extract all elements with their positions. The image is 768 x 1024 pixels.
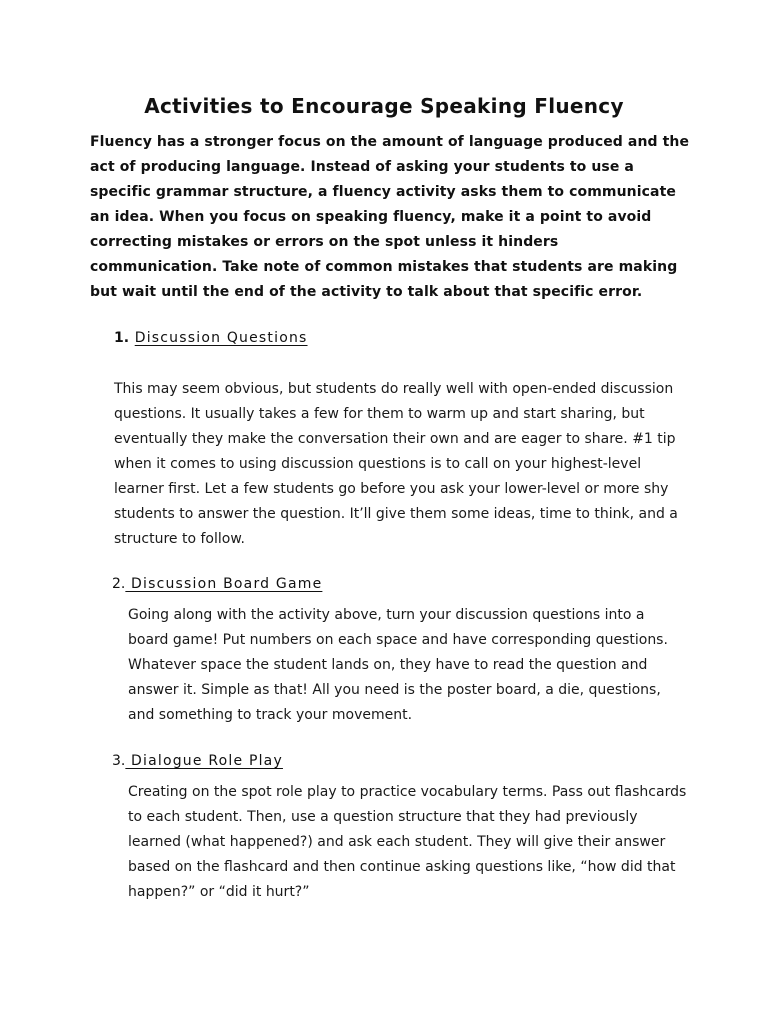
- section-3-body: Creating on the spot role play to practice vocabulary terms. Pass out flashcards to each student. Then, use a question structure that they had previously learned (what happened?) and ask each student. They will give their answer based on the flashcard and then continue asking questions like, “how did that happen?” or “did it hurt?”: [128, 784, 687, 900]
- intro-paragraph: Fluency has a stronger focus on the amount of language produced and the act of producing language. Instead of asking your students to use a specific grammar structure, a fluency activity asks them to communicate an idea. When you focus on speaking fluency, make it a point to avoid correcting mistakes or errors on the spot unless it hinders communication. Take note of common mistakes that students are making but wait until the end of the activity to talk about that specific error.: [90, 134, 690, 300]
- section-1-body: This may seem obvious, but students do really well with open-ended discussion questions. It usually takes a few for them to warm up and start sharing, but eventually they make the conversation their own and are eager to share. #1 tip when it comes to using discussion questions is to call on your highest-level learner first. Let a few students go before you ask your lower-level or more shy students to answer the question. It’ll give them some ideas, time to think, and a structure to follow.: [114, 381, 678, 547]
- section-2-body: Going along with the activity above, turn your discussion questions into a board game! Put numbers on each space and have corresponding questions. Whatever space the student lands on, they have to read the question and answer it. Simple as that! All you need is the poster board, a die, questions, and something to track your movement.: [128, 607, 668, 723]
- section-2-number: 2.: [112, 576, 126, 592]
- document-title: Activities to Encourage Speaking Fluency: [144, 94, 624, 118]
- section-3-title: Dialogue Role Play: [125, 753, 283, 769]
- section-1-title: Discussion Questions: [134, 330, 308, 346]
- section-1-number: 1.: [114, 330, 130, 346]
- section-3-heading: [112, 753, 283, 769]
- section-3-number: 3.: [112, 753, 126, 769]
- section-2-title: Discussion Board Game: [125, 576, 323, 592]
- section-2-heading: [112, 576, 322, 592]
- section-1-heading: [114, 330, 308, 346]
